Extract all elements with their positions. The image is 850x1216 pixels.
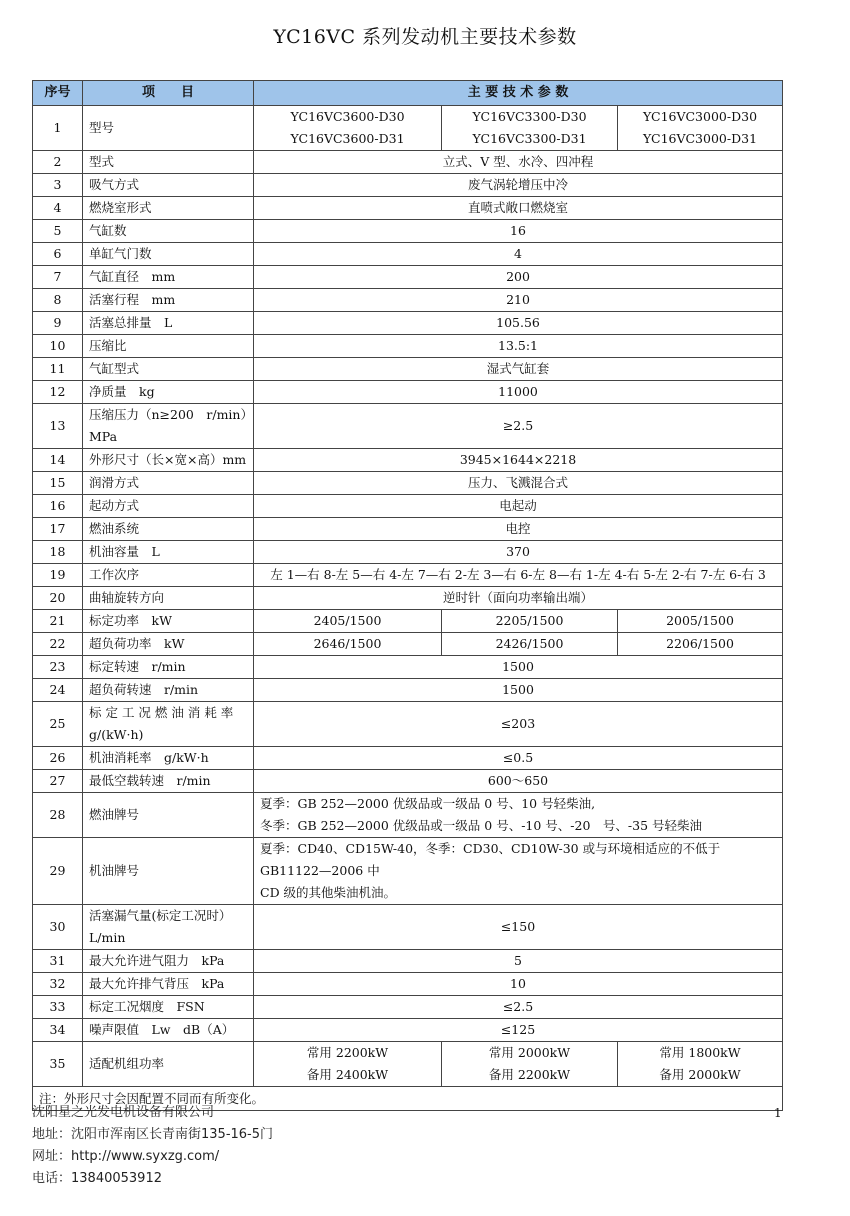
table-row xyxy=(33,702,783,747)
row-value-line1: 夏季：CD40、CD15W-40，冬季：CD30、CD10W-30 或与环境相适应的不低于 GB11122—2006 中 xyxy=(260,841,721,878)
table-row xyxy=(33,404,783,449)
row-number: 9 xyxy=(33,312,83,335)
table-row xyxy=(33,266,783,289)
row-number: 1 xyxy=(33,106,83,151)
header-params: 主 要 技 术 参 数 xyxy=(254,81,783,106)
table-row xyxy=(33,656,783,679)
row-item: 工作次序 xyxy=(83,564,254,587)
table-row xyxy=(33,106,783,151)
document-title: YC16VC 系列发动机主要技术参数 xyxy=(273,26,577,48)
row-value: 湿式气缸套 xyxy=(254,358,783,381)
row-item: 超负荷功率 kW xyxy=(83,633,254,656)
row-number: 11 xyxy=(33,358,83,381)
table-row xyxy=(33,587,783,610)
row-value-line2: 冬季：GB 252—2000 优级品或一级品 0 号、-10 号、-20 号、-35 号轻柴油 xyxy=(260,818,703,833)
table-row xyxy=(33,541,783,564)
row-value: 立式、V 型、水冷、四冲程 xyxy=(254,151,783,174)
row-item: 曲轴旋转方向 xyxy=(83,587,254,610)
row-number: 18 xyxy=(33,541,83,564)
table-row xyxy=(33,358,783,381)
table-row xyxy=(33,472,783,495)
table-header-row xyxy=(33,81,783,106)
row-item: 活塞总排量 L xyxy=(83,312,254,335)
table-row xyxy=(33,633,783,656)
table-row xyxy=(33,564,783,587)
company-name: 沈阳星之光发电机设备有限公司 xyxy=(32,1105,215,1120)
row-item: 活塞漏气量(标定工况时）L/min xyxy=(83,905,254,950)
model-col-2-line2: YC16VC3300-D31 xyxy=(472,131,587,146)
table-row xyxy=(33,289,783,312)
row-number: 10 xyxy=(33,335,83,358)
table-row xyxy=(33,679,783,702)
row-item: 燃油系统 xyxy=(83,518,254,541)
table-row xyxy=(33,197,783,220)
row-number: 35 xyxy=(33,1042,83,1087)
row-item: 吸气方式 xyxy=(83,174,254,197)
row-number: 2 xyxy=(33,151,83,174)
model-col-2 xyxy=(442,106,618,151)
table-row xyxy=(33,312,783,335)
row-number: 34 xyxy=(33,1019,83,1042)
row-number: 5 xyxy=(33,220,83,243)
table-row xyxy=(33,335,783,358)
row-item: 标定工况烟度 FSN xyxy=(83,996,254,1019)
row-number: 30 xyxy=(33,905,83,950)
row-item: 机油容量 L xyxy=(83,541,254,564)
row-value: 电控 xyxy=(254,518,783,541)
header-no: 序号 xyxy=(33,81,83,106)
row-value: 电起动 xyxy=(254,495,783,518)
row-number: 16 xyxy=(33,495,83,518)
row-number: 33 xyxy=(33,996,83,1019)
power-col-3-line1: 常用 1800kW xyxy=(659,1045,741,1060)
table-row xyxy=(33,381,783,404)
table-row xyxy=(33,220,783,243)
value-col-3: 2206/1500 xyxy=(618,633,783,656)
value-col-2: 2205/1500 xyxy=(442,610,618,633)
table-row xyxy=(33,950,783,973)
row-number: 32 xyxy=(33,973,83,996)
row-item: 最大允许排气背压 kPa xyxy=(83,973,254,996)
table-row xyxy=(33,449,783,472)
row-item: 超负荷转速 r/min xyxy=(83,679,254,702)
row-item: 噪声限值 Lw dB（A） xyxy=(83,1019,254,1042)
row-item: 活塞行程 mm xyxy=(83,289,254,312)
table-row xyxy=(33,770,783,793)
company-website: 网址：http://www.syxzg.com/ xyxy=(32,1149,220,1164)
row-number: 23 xyxy=(33,656,83,679)
row-item: 外形尺寸（长×宽×高）mm xyxy=(83,449,254,472)
power-col-3-line2: 备用 2000kW xyxy=(659,1067,741,1082)
row-item: 气缸数 xyxy=(83,220,254,243)
row-value: ≤0.5 xyxy=(254,747,783,770)
row-value: 废气涡轮增压中冷 xyxy=(254,174,783,197)
model-col-2-line1: YC16VC3300-D30 xyxy=(472,109,587,124)
row-item: 润滑方式 xyxy=(83,472,254,495)
table-row xyxy=(33,747,783,770)
row-number: 12 xyxy=(33,381,83,404)
row-value: 逆时针（面向功率输出端） xyxy=(254,587,783,610)
row-value xyxy=(254,838,783,905)
row-item: 净质量 kg xyxy=(83,381,254,404)
value-col-2: 2426/1500 xyxy=(442,633,618,656)
row-item: 气缸型式 xyxy=(83,358,254,381)
table-row xyxy=(33,610,783,633)
table-row xyxy=(33,793,783,838)
table-row xyxy=(33,1019,783,1042)
row-number: 14 xyxy=(33,449,83,472)
row-item: 压缩压力（n≥200 r/min）MPa xyxy=(83,404,254,449)
row-value: ≤203 xyxy=(254,702,783,747)
row-number: 21 xyxy=(33,610,83,633)
row-number: 17 xyxy=(33,518,83,541)
row-item: 标 定 工 况 燃 油 消 耗 率 g/(kW·h) xyxy=(83,702,254,747)
row-value: 4 xyxy=(254,243,783,266)
row-value: ≤150 xyxy=(254,905,783,950)
row-value: 1500 xyxy=(254,656,783,679)
power-col-2-line2: 备用 2200kW xyxy=(488,1067,571,1082)
model-col-3-line1: YC16VC3000-D30 xyxy=(642,109,758,124)
row-number: 26 xyxy=(33,747,83,770)
row-item: 机油牌号 xyxy=(83,838,254,905)
row-number: 25 xyxy=(33,702,83,747)
row-item: 最低空载转速 r/min xyxy=(83,770,254,793)
table-row xyxy=(33,973,783,996)
model-col-3-line2: YC16VC3000-D31 xyxy=(642,131,758,146)
row-number: 8 xyxy=(33,289,83,312)
row-item: 压缩比 xyxy=(83,335,254,358)
row-item: 型号 xyxy=(83,106,254,151)
row-value: ≤2.5 xyxy=(254,996,783,1019)
table-row xyxy=(33,518,783,541)
row-value: 105.56 xyxy=(254,312,783,335)
row-value: ≥2.5 xyxy=(254,404,783,449)
power-col-2-line1: 常用 2000kW xyxy=(488,1045,571,1060)
value-col-3: 2005/1500 xyxy=(618,610,783,633)
model-col-3 xyxy=(618,106,783,151)
row-item: 型式 xyxy=(83,151,254,174)
row-number: 31 xyxy=(33,950,83,973)
table-row xyxy=(33,838,783,905)
row-value: ≤125 xyxy=(254,1019,783,1042)
row-number: 4 xyxy=(33,197,83,220)
power-col-1 xyxy=(254,1042,442,1087)
row-number: 15 xyxy=(33,472,83,495)
power-col-2 xyxy=(442,1042,618,1087)
row-item: 燃烧室形式 xyxy=(83,197,254,220)
model-col-1 xyxy=(254,106,442,151)
row-value: 5 xyxy=(254,950,783,973)
row-value: 1500 xyxy=(254,679,783,702)
company-phone: 电话：13840053912 xyxy=(32,1171,162,1186)
table-row xyxy=(33,1042,783,1087)
table-note: 注：外形尺寸会因配置不同而有所变化。 xyxy=(33,1087,783,1111)
row-value-line1: 夏季：GB 252—2000 优级品或一级品 0 号、10 号轻柴油, xyxy=(260,796,596,811)
table-row xyxy=(33,905,783,950)
company-address: 地址：沈阳市浑南区长青南街135-16-5门 xyxy=(32,1127,274,1142)
table-row xyxy=(33,174,783,197)
power-col-1-line2: 备用 2400kW xyxy=(306,1067,389,1082)
row-value: 压力、飞溅混合式 xyxy=(254,472,783,495)
row-number: 13 xyxy=(33,404,83,449)
row-value xyxy=(254,793,783,838)
row-item: 燃油牌号 xyxy=(83,793,254,838)
model-col-1-line1: YC16VC3600-D30 xyxy=(290,109,405,124)
row-value: 直喷式敞口燃烧室 xyxy=(254,197,783,220)
row-value: 370 xyxy=(254,541,783,564)
header-item: 项 目 xyxy=(83,81,254,106)
table-row xyxy=(33,243,783,266)
row-value: 11000 xyxy=(254,381,783,404)
row-item: 起动方式 xyxy=(83,495,254,518)
row-number: 29 xyxy=(33,838,83,905)
row-item: 标定转速 r/min xyxy=(83,656,254,679)
row-number: 20 xyxy=(33,587,83,610)
row-value-line2: CD 级的其他柴油机油。 xyxy=(260,885,397,900)
table-row xyxy=(33,151,783,174)
row-number: 24 xyxy=(33,679,83,702)
value-col-1: 2405/1500 xyxy=(254,610,442,633)
row-item: 机油消耗率 g/kW·h xyxy=(83,747,254,770)
row-item: 适配机组功率 xyxy=(83,1042,254,1087)
spec-table xyxy=(32,80,783,1111)
row-item: 标定功率 kW xyxy=(83,610,254,633)
row-item: 气缸直径 mm xyxy=(83,266,254,289)
row-number: 27 xyxy=(33,770,83,793)
row-number: 3 xyxy=(33,174,83,197)
row-number: 28 xyxy=(33,793,83,838)
table-row xyxy=(33,996,783,1019)
power-col-1-line1: 常用 2200kW xyxy=(306,1045,389,1060)
row-value: 210 xyxy=(254,289,783,312)
row-value: 16 xyxy=(254,220,783,243)
row-number: 22 xyxy=(33,633,83,656)
page-number: 1 xyxy=(774,1106,782,1120)
row-number: 19 xyxy=(33,564,83,587)
company-footer xyxy=(32,1102,273,1190)
power-col-3 xyxy=(618,1042,783,1087)
row-value: 10 xyxy=(254,973,783,996)
value-col-1: 2646/1500 xyxy=(254,633,442,656)
row-value: 13.5:1 xyxy=(254,335,783,358)
row-value: 200 xyxy=(254,266,783,289)
row-value: 600～650 xyxy=(254,770,783,793)
row-number: 7 xyxy=(33,266,83,289)
model-col-1-line2: YC16VC3600-D31 xyxy=(290,131,405,146)
row-item: 单缸气门数 xyxy=(83,243,254,266)
table-row xyxy=(33,495,783,518)
row-value: 3945×1644×2218 xyxy=(254,449,783,472)
row-number: 6 xyxy=(33,243,83,266)
row-value: 左 1—右 8-左 5—右 4-左 7—右 2-左 3—右 6-左 8—右 1-左 4-右 5-左 2-右 7-左 6-右 3 xyxy=(254,564,783,587)
row-item: 最大允许进气阻力 kPa xyxy=(83,950,254,973)
